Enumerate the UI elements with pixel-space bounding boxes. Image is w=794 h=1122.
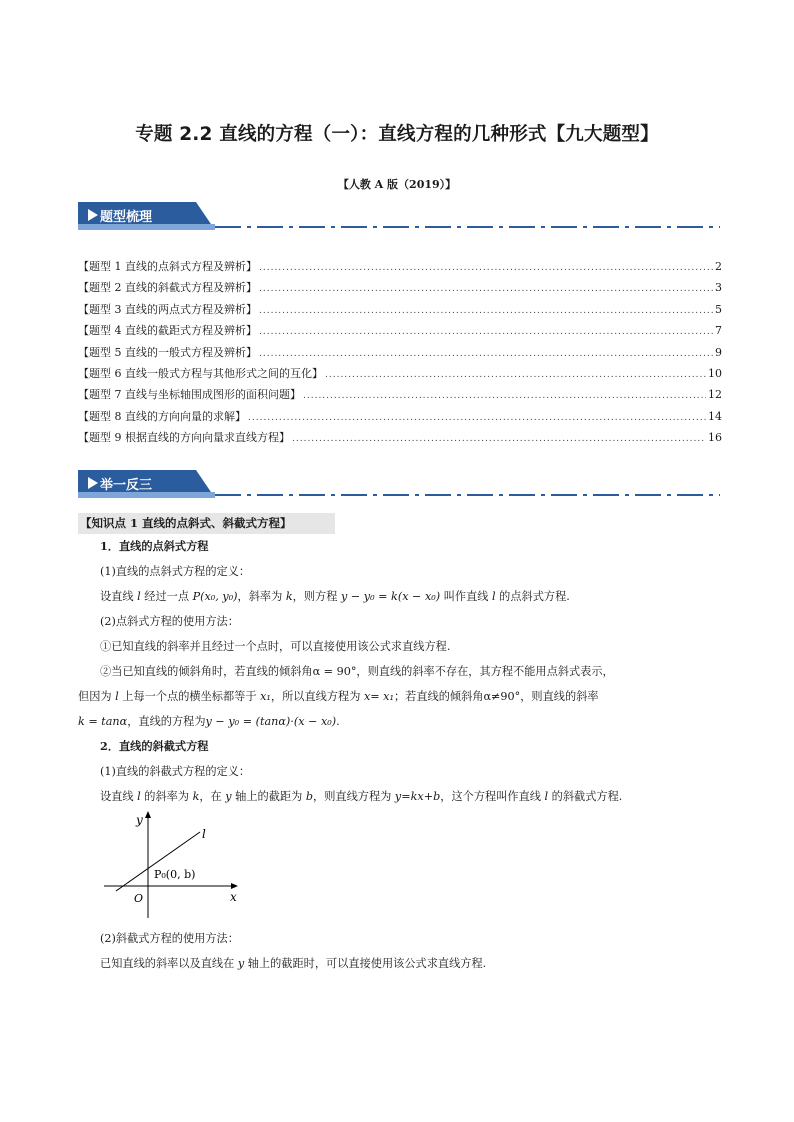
toc-item[interactable]: 【题型 9 根据直线的方向向量求直线方程】 ..... 16 (78, 429, 722, 450)
line-l (116, 832, 200, 891)
section-point-slope (78, 534, 728, 734)
paragraph: 但因为 l 上每一个点的横坐标都等于 x₁，所以直线方程为 x= x₁；若直线的倾斜角α≠90°，则直线的斜率 (78, 690, 599, 703)
paragraph: 设直线 l 经过一点 P(x₀, y₀)，斜率为 k，则方程 y − y₀ = k(x − x₀) 叫作直线 l 的点斜式方程. (100, 590, 570, 603)
toc-item[interactable]: 【题型 6 直线一般式方程与其他形式之间的互化】 ..... 10 (78, 365, 722, 386)
paragraph: (2)斜截式方程的使用方法： (100, 932, 239, 945)
page-title: 专题 2.2 直线的方程（一）：直线方程的几种形式【九大题型】 (135, 124, 659, 145)
toc-item[interactable]: 【题型 1 直线的点斜式方程及辨析】 ..... 2 (78, 258, 722, 279)
slope-intercept-figure (100, 808, 245, 923)
toc-item[interactable]: 【题型 8 直线的方向向量的求解】 ..... 14 (78, 408, 722, 429)
section-slope-intercept-usage (78, 926, 728, 976)
banner-divider (215, 494, 720, 496)
toc-item[interactable]: 【题型 7 直线与坐标轴围成图形的面积问题】 ..... 12 (78, 386, 722, 407)
point-label: P₀(0, b) (154, 868, 196, 881)
toc-item[interactable]: 【题型 4 直线的截距式方程及辨析】 ..... 7 (78, 322, 722, 343)
section-heading: 2．直线的斜截式方程 (100, 739, 209, 753)
y-axis-label: y (136, 813, 143, 827)
section-slope-intercept (78, 734, 728, 809)
section-heading: 1．直线的点斜式方程 (100, 539, 209, 553)
paragraph: 已知直线的斜率以及直线在 y 轴上的截距时，可以直接使用该公式求直线方程. (100, 957, 487, 970)
x-axis-arrow (231, 883, 238, 889)
x-axis-label: x (230, 890, 237, 904)
toc-item[interactable]: 【题型 5 直线的一般式方程及辨析】 ..... 9 (78, 344, 722, 365)
edition-subtitle: 【人教 A 版（2019）】 (337, 178, 457, 191)
paragraph: (1)直线的斜截式方程的定义： (100, 765, 251, 778)
y-axis-arrow (145, 811, 151, 818)
paragraph: (1)直线的点斜式方程的定义： (100, 565, 251, 578)
origin-label: O (134, 892, 144, 905)
paragraph: ①已知直线的斜率并且经过一个点时，可以直接使用该公式求直线方程. (100, 640, 451, 653)
paragraph: ②当已知直线的倾斜角时，若直线的倾斜角α = 90°，则直线的斜率不存在，其方程不能用点斜式表示， (100, 665, 614, 678)
table-of-contents (78, 258, 722, 451)
toc-item[interactable]: 【题型 2 直线的斜截式方程及辨析】 ..... 3 (78, 279, 722, 300)
paragraph: 设直线 l 的斜率为 k，在 y 轴上的截距为 b，则直线方程为 y=kx+b，这个方程叫作直线 l 的斜截式方程. (100, 790, 623, 803)
paragraph: (2)点斜式方程的使用方法： (100, 615, 239, 628)
banner-divider (215, 226, 720, 228)
toc-item[interactable]: 【题型 3 直线的两点式方程及辨析】 ..... 5 (78, 301, 722, 322)
line-label: l (202, 827, 206, 841)
paragraph: k = tanα，直线的方程为y − y₀ = (tanα)·(x − x₀). (78, 715, 340, 728)
knowledge-point-heading: 【知识点 1 直线的点斜式、斜截式方程】 (78, 513, 335, 534)
